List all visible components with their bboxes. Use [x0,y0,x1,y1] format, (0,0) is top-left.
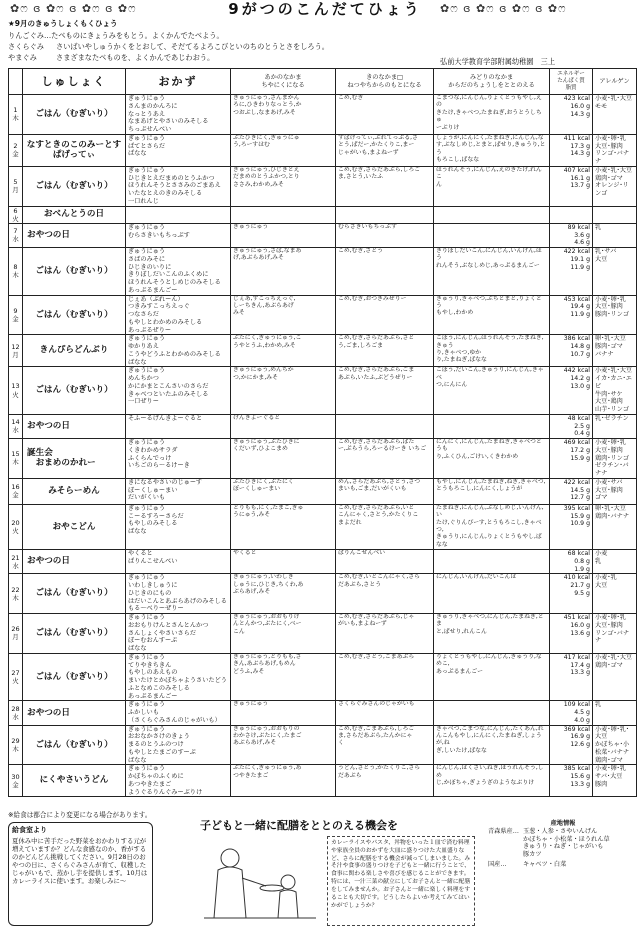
side-dish-cell: ぎゅうにゅう むらさきいもちっぷす [126,223,231,247]
day-cell: 29 木 [9,725,23,765]
allergen-cell: 卵･乳･大豆 鶏肉･バナナ [593,504,637,549]
menu-row [9,701,637,725]
allergen-cell: 小麦･乳･大豆 鶏肉･ゴマ オレンジ･リンゴ [593,166,637,206]
nutrition-cell [550,206,593,223]
green-group-cell: こまつな,にんじん,りょくとうもやし,えの きたけ,きゃべつ,たまねぎ,おうとうしちゅ ーぶりけ [434,95,550,135]
green-group-cell: きゅうり,きゃべつ,ぷちとまと,りょくとう もやし,わかめ [434,295,550,335]
yellow-group-cell: こめ,むぎ,さとう,ごまあぶら [336,653,434,701]
menu-row [9,765,637,797]
allergen-cell [593,206,637,223]
kitchen-body: 夏休み中に苦手だった野菜をおかわりする元が増えていますか？どんな食感なのか、香がするのかどんどん挑戦してください。9月28日のおやつの日に、さくらぐみさんが育て、収穫したじゃがいもで、蒸かし芋を提供します。10月はカレーライスに使います。お楽しみに～ [12,836,148,885]
yellow-group-cell: こめ,むぎ,さとう [336,248,434,296]
yellow-group-cell: こめ,むぎ,さらだあぶら,いと こんにゃく,さとう,かたくりこ まよだれ [336,504,434,549]
header-decoration-left: ✿ෆ ɞ ✿ෆ ɞ ✿ෆ ɞ ✿ෆ [10,2,137,15]
day-cell: 22 木 [9,574,23,614]
side-dish-cell: ぎゅうにゅう ふかしいも （さくらぐみさんのじゃがいも） [126,701,231,725]
menu-row [9,414,637,438]
staple-cell: ごはん（むぎいり） [23,725,126,765]
red-group-cell: じぇあ,すこっちえっぐ, しーちきん,あぶらあげ みそ [231,295,336,335]
red-group-cell: ぶたひきにく,ぶたにく ぼーくしゅーまい [231,478,336,504]
col-yellow: きのなかま□ ねつやちからのもとになる [336,69,434,95]
red-group-cell: ぎゅうにゅう,ひじきとえ だまめのとうふかつ,とり ささみ,わかめ,みそ [231,166,336,206]
side-dish-cell: ぎゅうにゅう さんまのかんろに なっとうあえ なまあげとやさいのみそしる ちっぷせんべい [126,95,231,135]
allergen-cell: 小麦･卵･乳 大豆･豚肉 リンゴ･バナナ [593,614,637,654]
feature-column: カレーライスやパスタ、丼物をいった１皿で済む料理や家族全員のおかずを大皿に盛りつけた大皿盛りなど、さらに配膳をする機会が減ってしまいました。みそ汁や食事の盛りつけを子どもと一緒に行うことで、食事に関わる楽しさや喜びを感じることができます。特には、一汁三菜の献立にしてお子さんと一緒に配膳をしてみませんか。お子さんと一緒に楽しく料理をすることも大切です。どうしたらよいか考えてみてはいかがでしょうか？ [327,836,475,926]
nutrition-cell: 89 kcal 3.6 g 4.6 g [550,223,593,247]
side-dish-cell: じぇあ（ぶれーん） つきみすこっちえっぐ つなさらだ もやしとわかめのみそしる あっぷるぜりー [126,295,231,335]
yellow-group-cell: こめ,むぎ,さらだあぶら,さと う,ごま,しろごま [336,335,434,367]
allergen-cell: 小麦･卵･乳 サバ･大豆 豚肉 [593,765,637,797]
day-cell: 13 火 [9,367,23,415]
side-dish-cell: ぎゅうにゅう ゆかりあえ こうやどうふとわかめのみそしる ばなな [126,335,231,367]
nutrition-cell: 411 kcal 17.3 g 14.3 g [550,134,593,166]
red-group-cell: ぶたひきにく,ぎゅうにゅ う,ろーすはむ [231,134,336,166]
staple-cell: ごはん（むぎいり） [23,574,126,614]
staple-cell: おやつの日 [23,550,126,574]
yellow-group-cell: こめ,むぎ,さらだあぶら,じゃ がいも,まよねーず [336,614,434,654]
menu-row [9,478,637,504]
nutrition-cell: 417 kcal 17.4 g 13.3 g [550,653,593,701]
red-group-cell: ぎゅうにゅう,さば,なまあ げ,あぶらあげ,みそ [231,248,336,296]
nutrition-cell: 410 kcal 21.7 g 9.5 g [550,574,593,614]
yellow-group-cell: こめ,むぎ,いとこんにゃく,さら だあぶら,さとう [336,574,434,614]
menu-row [9,439,637,479]
menu-row [9,223,637,247]
red-group-cell: ぎゅうにゅう [231,701,336,725]
green-group-cell: きゃべつ,こまつな,にんじん,たくあん,れ んこんもやし,にんにく,たまねぎ,しょうが,ね ぎ,しいたけ,ばなな [434,725,550,765]
nutrition-cell: 48 kcal 2.5 g 0.4 g [550,414,593,438]
day-cell: 8 木 [9,248,23,296]
yellow-group-cell [336,414,434,438]
goal-yama: やまぐみ さまざまなたべものを、よくかんであじわおう。 [8,53,215,62]
day-cell: 28 水 [9,701,23,725]
kitchen-heading: 給食室より [12,826,47,834]
staple-cell: おやこどん [23,504,126,549]
nutrition-cell: 385 kcal 15.6 g 13.3 g [550,765,593,797]
menu-row [9,134,637,166]
menu-row [9,95,637,135]
col-green: みどりのなかま からだのちょうしをととのえる [434,69,550,95]
side-dish-cell: やくると ぱりんこせんべい [126,550,231,574]
staple-cell: おべんとうの日 [23,206,126,223]
nutrition-cell: 369 kcal 16.9 g 12.6 g [550,725,593,765]
red-group-cell: ぎゅうにゅう,とりもも,さ きん,あぶらあげ,もめん どうふ,みそ [231,653,336,701]
allergen-cell: 小麦･卵･乳 大豆･豚肉 豚肉･リンゴ [593,295,637,335]
nutrition-cell: 395 kcal 15.9 g 10.9 g [550,504,593,549]
nutrition-cell: 423 kcal 16.0 g 14.3 g [550,95,593,135]
yellow-group-cell: めん,さらだあぶら,さとう,さつ まいも,ごま,だいがくいも [336,478,434,504]
day-cell: 15 木 [9,439,23,479]
day-cell: 16 金 [9,478,23,504]
staple-cell: 誕生会 おまめのかれー [23,439,126,479]
red-group-cell: ぎゅうにゅう,おおもりの わかさけ,ぶたにく,たまご あぶらあげ,みそ [231,725,336,765]
green-group-cell: りょくとうもやし,にんじん,きゅうり,なめこ, あっぷるまんごー [434,653,550,701]
menu-row [9,335,637,367]
day-cell: 26 月 [9,614,23,654]
col-allergen: アレルゲン [593,69,637,95]
menu-row [9,504,637,549]
allergen-cell: 小麦･サバ 大豆･豚肉 ゴマ [593,478,637,504]
col-day [9,69,23,95]
green-group-cell: しょうが,にんにく,たまねぎ,にんじん,な す,ぶなしめじ,とまと,ぱせり,きゅうり,とう もろこし,ばなな [434,134,550,166]
yellow-group-cell: すぱげってぃ,ぶれてっぷる,さ とう,ぱだー,かたくりこ,まー じゃがいも,まよねーず [336,134,434,166]
kitchen-note [8,822,153,926]
green-group-cell: もやし,にんじん,たまねぎ,ねぎ,きゃべつ, とうもろこし,にんにく,しょうが [434,478,550,504]
day-cell: 7 水 [9,223,23,247]
allergen-cell: 小麦･卵･乳 大豆･豚肉 リンゴ･バナナ [593,134,637,166]
staple-cell: おやつの日 [23,414,126,438]
staple-cell: おやつの日 [23,701,126,725]
allergen-cell: 卵･乳･大豆 豚肉･ゴマ バナナ [593,335,637,367]
day-cell: 9 金 [9,295,23,335]
allergen-cell: 小麦･乳･大豆 鶏肉･ゴマ [593,653,637,701]
red-group-cell: ぎゅうにゅう [231,223,336,247]
menu-row [9,725,637,765]
green-group-cell [434,701,550,725]
side-dish-cell: ぎゅうにゅう おおもりけんとさんとんかつ さんしょくやさいさらだ ぼーむおんすーぷ ばなな [126,614,231,654]
staple-cell: ごはん（むぎいり） [23,367,126,415]
green-group-cell: ほうれんそう,にんじん,えのきたけ,れんこ ん [434,166,550,206]
side-dish-cell: ぎゅうにゅう めんちかつ かにかまとこんさいのさらだ きゃべつといたふのみそしる 一口ぜりー [126,367,231,415]
side-dish-cell: ぎゅうにゅう ぱてとさらだ ぱなな [126,134,231,166]
red-group-cell: ぶたにく,ぎゅうにゅう,あ つやきたまご [231,765,336,797]
menu-row [9,574,637,614]
day-cell: 6 火 [9,206,23,223]
day-cell: 27 火 [9,653,23,701]
allergen-cell: 乳 [593,223,637,247]
yellow-group-cell [336,206,434,223]
yellow-group-cell: こめ,むぎ,ごまあぶら,しろご ま,さらだあぶら,たんかにゃ く [336,725,434,765]
menu-table [8,68,637,797]
green-group-cell: にんにく,にんじん,たまねぎ,きゃべつとうも り,ふくひん,ごけい,くきわかめ [434,439,550,479]
school-name: 弘前大学教育学部附属幼稚園 三上 [440,57,556,66]
green-group-cell: ごぼう,にんじん,ほうれんそう,たまねぎ,きゅう り,きゃべつ,ゆか り,たまねぎ,ばなな [434,335,550,367]
col-side: おかず [126,69,231,95]
goals-heading: ★9月のきゅうしょくもくひょう [8,19,118,28]
side-dish-cell: ぎゅうにゅう くきわかめサラダ ふくらんでっけ いちごのら～るけーき [126,439,231,479]
parent-child-cooking-illustration [200,838,320,926]
produce-info [488,820,638,869]
staple-cell: にくやさいうどん [23,765,126,797]
side-dish-cell: そふーるげんきよーぐると [126,414,231,438]
staple-cell: ごはん（むぎいり） [23,295,126,335]
nutrition-cell: 442 kcal 14.2 g 13.0 g [550,367,593,415]
green-group-cell [434,550,550,574]
allergen-cell: 小麦･乳･大豆 モモ [593,95,637,135]
red-group-cell [231,206,336,223]
feature-heading: 子どもと一緒に配膳をととのえる機会を [200,819,398,832]
goal-main: りんごぐみ…たべものにきょうみをもとう。よくかんでたべよう。 [8,31,224,40]
yellow-group-cell: こめ,むぎ,さらだあぶら,ぱた ー,ぷらうら,ろーるけーき いちご [336,439,434,479]
side-dish-cell: ぎゅうにゅう ひじきとえだまめのとうふかつ ほうれんそうとささみのごまあえ いたなとえのきのみそしる 一口れんじ [126,166,231,206]
green-group-cell [434,414,550,438]
side-dish-cell: ぎゅうにゅう おおなかさけのきょう まるのとうふのつけ もやしとたまごのすーぷ ばなな [126,725,231,765]
produce-heading: 産地情報 [550,820,576,827]
allergen-cell: 乳･ゼラチン [593,414,637,438]
green-group-cell: きりぼしだいこん,にんじん,いんげん,ほう れんそう,ぶなしめじ,あっぷるまんごー [434,248,550,296]
green-group-cell: きゅうり,きゃべつ,にんじん,たまねぎ,とま と,ぱせり,れんこん [434,614,550,654]
day-cell: 12 月 [9,335,23,367]
nutrition-cell: 469 kcal 17.2 g 15.9 g [550,439,593,479]
red-group-cell: ぎゅうにゅう,おおもりけ んとんかつ,ぶたにく,べー こん [231,614,336,654]
allergen-cell: 乳･サバ 大豆 [593,248,637,296]
allergen-cell: 小麦 乳 [593,550,637,574]
produce-row: 国産… キャベツ・白菜 [488,860,567,868]
staple-cell: なすときのこのみーとすぱげってぃ [23,134,126,166]
staple-cell: きんぴらどんぶり [23,335,126,367]
col-staple: しゅしょく [23,69,126,95]
goal-sakura: さくらぐみ さいばいやしゅうかくをとおして、そだてるよろこびといのちのとうとさをしろう。 [8,42,329,51]
nutrition-cell: 453 kcal 19.4 g 11.9 g [550,295,593,335]
page-title: 9がつのこんだてひょう [228,0,422,18]
yellow-group-cell: こめ,むぎ,さらだあぶら,ごま あぶら,いたふ,ぶどうぜりー [336,367,434,415]
green-group-cell: にんじん,いんげん,だいこんは [434,574,550,614]
menu-row [9,614,637,654]
header [0,0,644,18]
side-dish-cell: ぎゅうにゅう さばのみそに ひじきのいりに きりぼしだいこんのふくめに ほうれんそうとしめじのみそしる あっぷるまんごー [126,248,231,296]
day-cell: 30 金 [9,765,23,797]
nutrition-cell: 451 kcal 16.0 g 13.6 g [550,614,593,654]
nutrition-cell: 68 kcal 0.8 g 1.9 g [550,550,593,574]
allergen-cell: 乳 [593,701,637,725]
day-cell: 2 金 [9,134,23,166]
green-group-cell: にんじん,はくさい,ねぎ,ほうれんそう,しめ じ,かぼちゃ,ぎょうざのようなぶりけ [434,765,550,797]
green-group-cell: ごぼう,だいこん,きゅうり,にんじん,きゃべ つ,にんにん [434,367,550,415]
staple-cell: みそらーめん [23,478,126,504]
day-cell: 1 木 [9,95,23,135]
day-cell: 14 水 [9,414,23,438]
red-group-cell: げんきよーぐると [231,414,336,438]
nutrition-cell: 422 kcal 14.5 g 12.7 g [550,478,593,504]
col-nutrition: エネルギー たんぱく質 脂質 [550,69,593,95]
allergen-cell: 小麦･乳･大豆 イカ･カニ･エビ 牛肉･サケ 大豆･鶏肉 山芋･リンゴ [593,367,637,415]
red-group-cell: ぎゅうにゅう,ぶたひきに くだいず,ひよこまめ [231,439,336,479]
day-cell: 5 月 [9,166,23,206]
yellow-group-cell: うどん,さとう,かたくりこ,さら だあぶら [336,765,434,797]
day-cell: 21 水 [9,550,23,574]
yellow-group-cell: こめ,むぎ,さらだあぶら,しろご ま,さとう,いたふ [336,166,434,206]
menu-row [9,166,637,206]
yellow-group-cell: むらさきいもちっぷす [336,223,434,247]
menu-row [9,550,637,574]
header-decoration-right: ✿ෆ ɞ ✿ෆ ɞ ✿ෆ ɞ ✿ෆ [440,2,567,15]
red-group-cell: ぶたにく,ぎゅうにゅう,こ うやとうふ,わかめ,みそ [231,335,336,367]
yellow-group-cell: ぱりんこせんべい [336,550,434,574]
menu-row [9,367,637,415]
side-dish-cell [126,206,231,223]
yellow-group-cell: こめ,むぎ [336,95,434,135]
menu-row [9,248,637,296]
side-dish-cell: ぎゅうにゅう いわしきしゅうに ひじきのにもの はだいこんとあぶらあげのみそしる もる～べりーぜりー [126,574,231,614]
produce-row: 青森県産… 玉葱・人参・さやいんげん かぼちゃ・小松菜・ほうれん草 きゅうり・ねぎ・じゃがいも 豚カツ [488,827,610,858]
menu-row [9,653,637,701]
menu-row [9,295,637,335]
red-group-cell: やくると [231,550,336,574]
staple-cell: ごはん（むぎいり） [23,166,126,206]
menu-row [9,206,637,223]
allergen-cell: 小麦･卵･乳 大豆･豚肉 鶏肉･リンゴ ゼラチン･バナナ [593,439,637,479]
allergen-cell: 小麦･卵･乳･大豆 かぼちゃ･小松菜･バナナ 鶏肉･ゴマ [593,725,637,765]
allergen-cell: 小麦･乳 大豆 [593,574,637,614]
side-dish-cell: ぎゅうにゅう てりやきちきん もやしのあえもの まいたけとかぼちゃようさいたどうふとなめこのみそしる あっぷるまんごー [126,653,231,701]
nutrition-cell: 407 kcal 16.1 g 13.7 g [550,166,593,206]
red-group-cell: ぎゅうにゅう,いわしき しゅうに,ひじき,ちくわ,あ ぶらあげ,みそ [231,574,336,614]
day-cell: 20 火 [9,504,23,549]
side-dish-cell: きになるやさいのじゅーす ぼーくしゅーまい だいがくいも [126,478,231,504]
green-group-cell: たまねぎ,にんじん,ぶなしめじ,いんげん,い たけ,ぐりんぴーす,とうもろこし,きゃべつ, きゅうり,にんじん,りょくとうもやし,ばなな [434,504,550,549]
nutrition-cell: 109 kcal 4.5 g 4.0 g [550,701,593,725]
staple-cell: ごはん（むぎいり） [23,95,126,135]
nutrition-cell: 422 kcal 19.1 g 11.9 g [550,248,593,296]
green-group-cell [434,206,550,223]
nutrition-cell: 386 kcal 14.8 g 10.7 g [550,335,593,367]
yellow-group-cell: こめ,むぎ,おつきみぜりー [336,295,434,335]
staple-cell: ごはん（むぎいり） [23,248,126,296]
col-red: あかのなかま ちやにくになる [231,69,336,95]
staple-cell: ごはん（むぎいり） [23,653,126,701]
red-group-cell: ぎゅうにゅう,さんまかん ろに,ひきわりなっとう,か つおぶし,なまあげ,みそ [231,95,336,135]
staple-cell: ごはん（むぎいり） [23,614,126,654]
side-dish-cell: ぎゅうにゅう かぼちゃのふくめに あつやきたまご ようぐるりんぐみーぶりけ [126,765,231,797]
staple-cell: おやつの日 [23,223,126,247]
red-group-cell: とりもも,にく,たまご,ぎゅ うにゅう,みそ [231,504,336,549]
yellow-group-cell: さくらぐみさんのじゃがいも [336,701,434,725]
side-dish-cell: ぎゅうにゅう こーるすろーさらだ もやしのみそしる ばなな [126,504,231,549]
red-group-cell: ぎゅうにゅう,めんちか つ,かにかま,みそ [231,367,336,415]
green-group-cell [434,223,550,247]
footnote: ※給食は都合により変更になる場合があります。 [8,811,152,819]
